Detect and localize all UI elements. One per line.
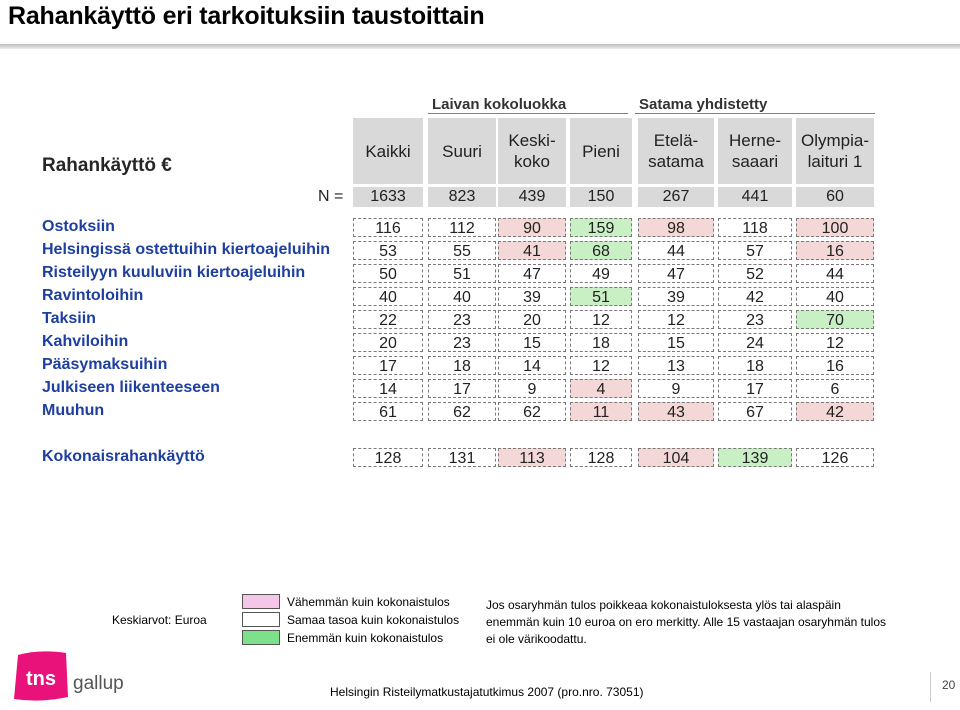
legend-swatch-more — [242, 630, 280, 645]
table-cell: 40 — [796, 287, 874, 306]
row-label: Taksiin — [42, 310, 96, 327]
total-cell: 128 — [570, 448, 632, 467]
table-cell: 12 — [796, 333, 874, 352]
group-rule-ship-size — [428, 113, 628, 114]
page-title: Rahankäyttö eri tarkoituksiin taustoittain — [8, 2, 485, 30]
table-cell: 68 — [570, 241, 632, 260]
table-cell: 4 — [570, 379, 632, 398]
legend-swatch-same — [242, 612, 280, 627]
logo-text: tns — [26, 668, 56, 690]
table-cell: 20 — [353, 333, 423, 352]
legend-label-same: Samaa tasoa kuin kokonaistulos — [287, 613, 460, 627]
table-cell: 18 — [718, 356, 792, 375]
table-cell: 70 — [796, 310, 874, 329]
table-cell: 159 — [570, 218, 632, 237]
table-cell: 18 — [428, 356, 496, 375]
table-cell: 42 — [718, 287, 792, 306]
table-cell: 9 — [638, 379, 714, 398]
column-header: Suuri — [428, 118, 496, 184]
table-cell: 57 — [718, 241, 792, 260]
table-cell: 24 — [718, 333, 792, 352]
table-cell: 42 — [796, 402, 874, 421]
table-cell: 40 — [428, 287, 496, 306]
row-label: Risteilyyn kuuluviin kiertoajeluihin — [42, 264, 306, 281]
table-cell: 67 — [718, 402, 792, 421]
column-header: Pieni — [570, 118, 632, 184]
total-cell: 131 — [428, 448, 496, 467]
group-header-ship-size: Laivan kokoluokka — [432, 96, 567, 113]
total-cell: 139 — [718, 448, 792, 467]
total-label: Kokonaisrahankäyttö — [42, 448, 205, 465]
row-label: Ravintoloihin — [42, 287, 144, 304]
total-cell: 128 — [353, 448, 423, 467]
table-cell: 51 — [428, 264, 496, 283]
row-label: Kahviloihin — [42, 333, 129, 350]
table-cell: 39 — [498, 287, 566, 306]
table-cell: 6 — [796, 379, 874, 398]
table-cell: 53 — [353, 241, 423, 260]
table-cell: 20 — [498, 310, 566, 329]
column-header: Keski- koko — [498, 118, 566, 184]
title-rule — [0, 44, 960, 49]
table-heading: Rahankäyttö € — [42, 155, 172, 176]
table-cell: 47 — [498, 264, 566, 283]
table-cell: 12 — [638, 310, 714, 329]
total-cell: 126 — [796, 448, 874, 467]
table-cell: 62 — [428, 402, 496, 421]
total-cell: 113 — [498, 448, 566, 467]
table-cell: 23 — [718, 310, 792, 329]
table-cell: 116 — [353, 218, 423, 237]
table-cell: 52 — [718, 264, 792, 283]
column-n: 441 — [718, 187, 792, 207]
table-cell: 50 — [353, 264, 423, 283]
table-cell: 90 — [498, 218, 566, 237]
table-cell: 17 — [353, 356, 423, 375]
row-label: Muuhun — [42, 402, 105, 419]
tns-logo-icon — [10, 649, 70, 704]
table-cell: 14 — [353, 379, 423, 398]
table-cell: 100 — [796, 218, 874, 237]
column-n: 150 — [570, 187, 632, 207]
row-label: Pääsymaksuihin — [42, 356, 168, 373]
column-header: Etelä- satama — [638, 118, 714, 184]
column-n: 439 — [498, 187, 566, 207]
row-label: Helsingissä ostettuihin kiertoajeluihin — [42, 241, 331, 258]
table-cell: 44 — [638, 241, 714, 260]
column-header: Herne- saaari — [718, 118, 792, 184]
source-footer: Helsingin Risteilymatkustajatutkimus 2007 (pro.nro. 73051) — [330, 685, 644, 699]
legend-label-more: Enemmän kuin kokonaistulos — [287, 631, 444, 645]
legend-label-less: Vähemmän kuin kokonaistulos — [287, 595, 450, 609]
legend-title: Keskiarvot: Euroa — [112, 613, 207, 627]
table-cell: 23 — [428, 310, 496, 329]
column-n: 60 — [796, 187, 874, 207]
table-cell: 13 — [638, 356, 714, 375]
table-cell: 39 — [638, 287, 714, 306]
column-header: Kaikki — [353, 118, 423, 184]
row-label: Ostoksiin — [42, 218, 115, 235]
table-cell: 23 — [428, 333, 496, 352]
table-cell: 44 — [796, 264, 874, 283]
table-cell: 55 — [428, 241, 496, 260]
column-n: 1633 — [353, 187, 423, 207]
table-cell: 47 — [638, 264, 714, 283]
table-cell: 11 — [570, 402, 632, 421]
table-cell: 17 — [718, 379, 792, 398]
table-cell: 15 — [638, 333, 714, 352]
total-cell: 104 — [638, 448, 714, 467]
table-cell: 22 — [353, 310, 423, 329]
column-n: 823 — [428, 187, 496, 207]
table-cell: 43 — [638, 402, 714, 421]
column-n: 267 — [638, 187, 714, 207]
page-number: 20 — [942, 678, 956, 692]
group-rule-harbour — [635, 113, 875, 114]
group-header-harbour: Satama yhdistetty — [639, 96, 768, 113]
table-cell: 62 — [498, 402, 566, 421]
table-cell: 49 — [570, 264, 632, 283]
table-cell: 14 — [498, 356, 566, 375]
table-cell: 12 — [570, 356, 632, 375]
table-cell: 61 — [353, 402, 423, 421]
table-cell: 17 — [428, 379, 496, 398]
table-cell: 41 — [498, 241, 566, 260]
table-cell: 16 — [796, 241, 874, 260]
legend-swatch-less — [242, 594, 280, 609]
table-cell: 16 — [796, 356, 874, 375]
table-cell: 112 — [428, 218, 496, 237]
table-cell: 15 — [498, 333, 566, 352]
table-cell: 40 — [353, 287, 423, 306]
row-label: Julkiseen liikenteeseen — [42, 379, 220, 396]
table-cell: 98 — [638, 218, 714, 237]
footnote: Jos osaryhmän tulos poikkeaa kokonaistuloksesta ylös tai alaspäin enemmän kuin 10 euroa on ero merkitty. Alle 15 vastaajan osaryhmän tulos ei ole värikoodattu. — [486, 598, 886, 646]
brand-name: gallup — [73, 673, 124, 694]
n-label: N = — [318, 188, 344, 205]
page-divider — [930, 672, 931, 702]
table-cell: 9 — [498, 379, 566, 398]
table-cell: 18 — [570, 333, 632, 352]
table-cell: 51 — [570, 287, 632, 306]
table-cell: 12 — [570, 310, 632, 329]
table-cell: 118 — [718, 218, 792, 237]
column-header: Olympia- laituri 1 — [796, 118, 874, 184]
